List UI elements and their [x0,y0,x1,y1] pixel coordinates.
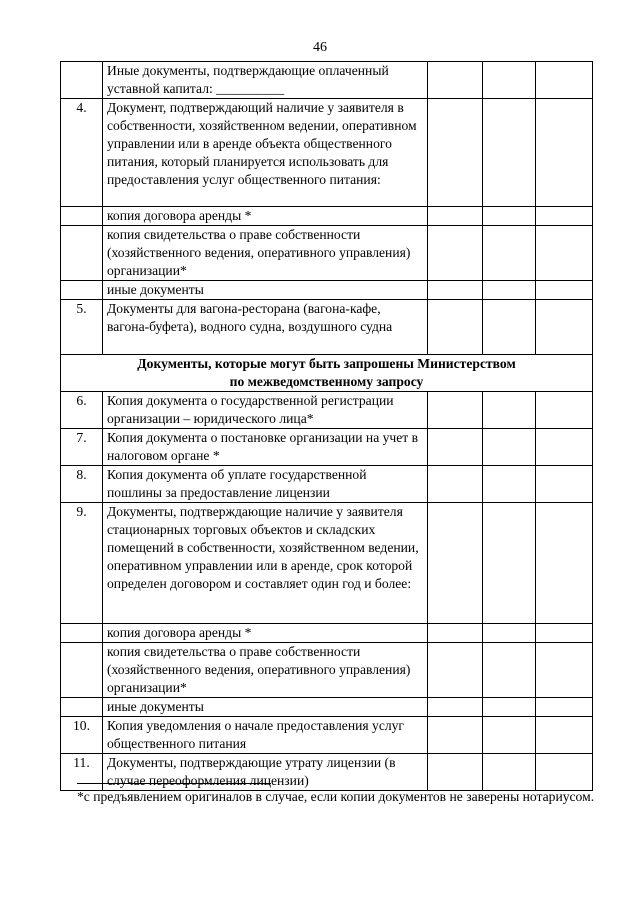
blank-cell [483,643,536,698]
blank-cell [428,466,483,503]
blank-cell [483,392,536,429]
document-description: Документы для вагона-ресторана (вагона-кафе, вагона-буфета), водного судна, воздушного судна [103,300,428,355]
blank-cell [483,429,536,466]
row-number [61,624,103,643]
blank-cell [483,281,536,300]
row-number: 11. [61,754,103,791]
table-row [61,281,593,300]
blank-cell [536,62,593,99]
row-number: 8. [61,466,103,503]
row-number: 6. [61,392,103,429]
blank-cell [428,226,483,281]
table-row [61,99,593,207]
document-description: копия свидетельства о праве собственности (хозяйственного ведения, оперативного управления) организации* [103,643,428,698]
blank-cell [536,207,593,226]
document-description: Копия документа о постановке организации на учет в налоговом органе * [103,429,428,466]
blank-cell [536,300,593,355]
blank-cell [483,698,536,717]
document-description: копия договора аренды * [103,207,428,226]
blank-cell [536,392,593,429]
row-number [61,62,103,99]
blank-cell [536,643,593,698]
table-row [61,754,593,791]
table-row [61,392,593,429]
row-number: 7. [61,429,103,466]
blank-cell [483,62,536,99]
blank-cell [536,226,593,281]
page-number: 46 [313,40,327,55]
row-number [61,207,103,226]
document-description: иные документы [103,698,428,717]
document-description: копия договора аренды * [103,624,428,643]
row-number [61,643,103,698]
document-description: Копия уведомления о начале предоставления услуг общественного питания [103,717,428,754]
blank-cell [536,503,593,624]
blank-cell [483,503,536,624]
blank-cell [483,207,536,226]
table-row [61,643,593,698]
blank-cell [483,624,536,643]
blank-cell [536,429,593,466]
blank-cell [483,717,536,754]
section-header-line: Документы, которые могут быть запрошены Министерством [137,356,516,371]
blank-cell [428,643,483,698]
blank-cell [428,300,483,355]
row-number [61,226,103,281]
table-row [61,466,593,503]
blank-cell [428,392,483,429]
document-description: Документ, подтверждающий наличие у заявителя в собственности, хозяйственном ведении, оперативном управлении или в аренде объекта общественного питания, который планируется использовать для предоставления услуг общественного питания: [103,99,428,207]
blank-cell [428,281,483,300]
blank-cell [483,300,536,355]
document-description: иные документы [103,281,428,300]
blank-cell [428,62,483,99]
document-description: копия свидетельства о праве собственности (хозяйственного ведения, оперативного управления) организации* [103,226,428,281]
row-number: 10. [61,717,103,754]
document-description: Документы, подтверждающие утрату лицензии (в случае переоформления лицензии) [103,754,428,791]
documents-table [60,61,593,791]
blank-cell [536,624,593,643]
blank-cell [483,226,536,281]
blank-cell [536,698,593,717]
section-header-line: по межведомственному запросу [229,374,424,389]
blank-cell [428,698,483,717]
table-row [61,300,593,355]
table-row [61,717,593,754]
row-number: 5. [61,300,103,355]
table-row [61,226,593,281]
blank-cell [483,99,536,207]
blank-cell [428,99,483,207]
document-description: Копия документа о государственной регистрации организации – юридического лица* [103,392,428,429]
row-number [61,698,103,717]
blank-cell [428,754,483,791]
blank-cell [428,624,483,643]
blank-cell [536,754,593,791]
row-number: 9. [61,503,103,624]
blank-cell [428,717,483,754]
table-row [61,207,593,226]
table-row [61,62,593,99]
blank-cell [536,99,593,207]
document-description: Иные документы, подтверждающие оплаченный уставной капитал: __________ [103,62,428,99]
table-row [61,503,593,624]
section-header-row [61,355,593,392]
blank-cell [483,466,536,503]
blank-cell [536,466,593,503]
footnote: *с предъявлением оригиналов в случае, если копии документов не заверены нотариусом. [77,789,595,804]
table-row [61,624,593,643]
table-row [61,429,593,466]
blank-cell [483,754,536,791]
blank-cell [536,281,593,300]
table-row [61,698,593,717]
footnote-divider [77,783,271,784]
row-number: 4. [61,99,103,207]
blank-cell [428,207,483,226]
section-header [61,355,593,392]
document-description: Документы, подтверждающие наличие у заявителя стационарных торговых объектов и складских помещений в собственности, хозяйственном ведении, оперативном управлении или в аренде, срок которой определен договором и составляет один год и более: [103,503,428,624]
blank-cell [428,429,483,466]
blank-cell [428,503,483,624]
row-number [61,281,103,300]
document-description: Копия документа об уплате государственной пошлины за предоставление лицензии [103,466,428,503]
blank-cell [536,717,593,754]
